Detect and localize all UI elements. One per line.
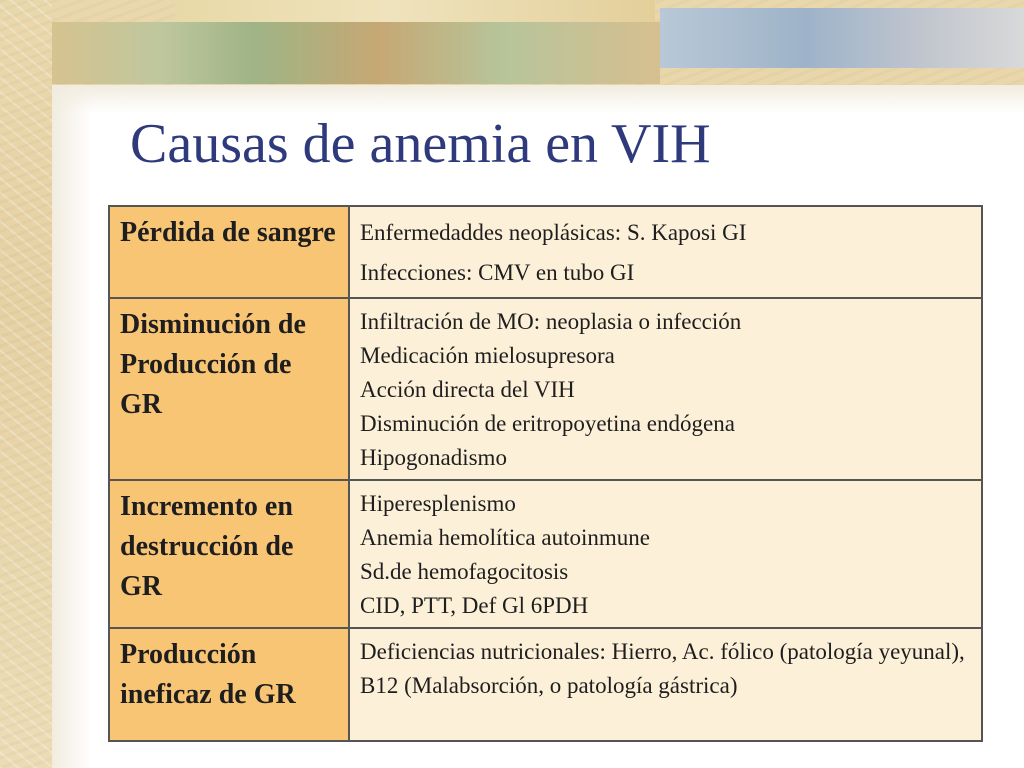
list-item: Hiperesplenismo — [360, 491, 516, 516]
list-item: Medicación mielosupresora — [360, 343, 615, 368]
list-item: Infiltración de MO: neoplasia o infección — [360, 309, 742, 334]
list-item: Hipogonadismo — [360, 445, 507, 470]
causes-table — [108, 205, 983, 742]
table-row — [109, 628, 982, 741]
table-row — [109, 206, 982, 298]
list-item: Acción directa del VIH — [360, 377, 575, 402]
category-cell: Disminución de Producción de GR — [109, 298, 349, 480]
category-cell: Pérdida de sangre — [109, 206, 349, 298]
decorative-leaf-image — [35, 22, 660, 84]
slide-title: Causas de anemia en VIH — [130, 113, 711, 175]
decorative-fade — [52, 85, 1024, 113]
list-item: Disminución de eritropoyetina endógena — [360, 411, 735, 436]
category-cell: Incremento en destrucción de GR — [109, 480, 349, 628]
table-row — [109, 480, 982, 628]
items-cell — [349, 628, 982, 741]
items-cell — [349, 206, 982, 298]
list-item: Sd.de hemofagocitosis — [360, 559, 569, 584]
items-cell — [349, 480, 982, 628]
list-item: Enfermedaddes neoplásicas: S. Kaposi GI — [360, 220, 747, 245]
decorative-leaf-image — [175, 0, 655, 22]
category-cell: Producción ineficaz de GR — [109, 628, 349, 741]
list-item: CID, PTT, Def Gl 6PDH — [360, 593, 589, 618]
list-item: Infecciones: CMV en tubo GI — [360, 260, 635, 285]
decorative-leaf-image — [660, 8, 1024, 68]
list-item: Anemia hemolítica autoinmune — [360, 525, 650, 550]
decorative-fade — [52, 85, 92, 768]
list-item: Deficiencias nutricionales: Hierro, Ac. fólico (patología yeyunal), B12 (Malabsorción, o patología gástrica) — [360, 639, 965, 698]
table-row — [109, 298, 982, 480]
decorative-parchment-strip — [0, 0, 52, 768]
items-cell — [349, 298, 982, 480]
